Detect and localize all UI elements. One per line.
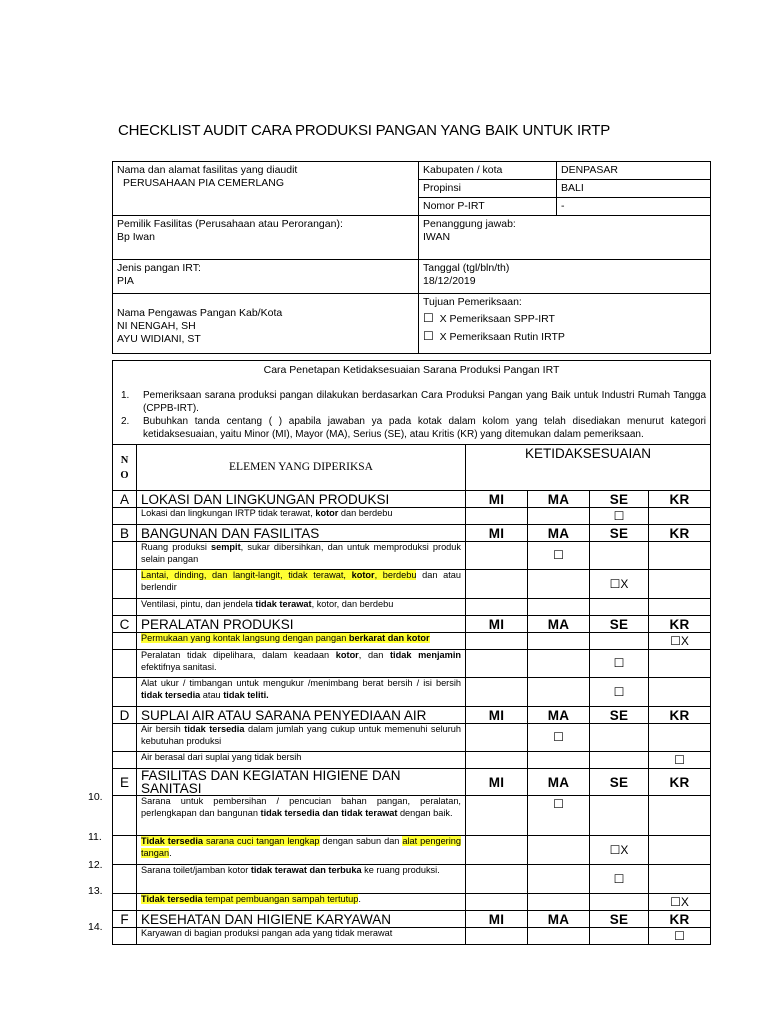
level-ma: MA (528, 769, 590, 796)
item-b3: Ventilasi, pintu, dan jendela tidak terawat, kotor, dan berdebu (137, 599, 466, 616)
no-header-1: N (120, 454, 129, 466)
tanggal-value: 18/12/2019 (423, 275, 476, 287)
checkbox-se[interactable]: ☐ (590, 678, 649, 707)
row-number-10: 10. (88, 791, 103, 803)
checkbox-icon[interactable]: ☐ (423, 311, 434, 325)
section-d-code: D (113, 707, 137, 724)
facility-value: PERUSAHAAN PIA CEMERLANG (123, 177, 285, 189)
owner-label: Pemilik Fasilitas (Perusahaan atau Perorangan): (117, 218, 343, 230)
facility-label: Nama dan alamat fasilitas yang diaudit (117, 164, 298, 176)
level-ma: MA (528, 911, 590, 928)
level-mi: MI (466, 525, 528, 542)
checkbox-icon[interactable]: ☐ (423, 329, 434, 343)
item-c3: Alat ukur / timbangan untuk mengukur /menimbang berat bersih / isi bersih tidak tersedia atau tidak teliti. (137, 678, 466, 707)
level-se: SE (590, 525, 649, 542)
section-c-title: PERALATAN PRODUKSI (137, 616, 466, 633)
jenis-value: PIA (117, 275, 134, 287)
checklist-table (112, 360, 711, 945)
item-d1: Air bersih tidak tersedia dalam jumlah yang cukup untuk memenuhi seluruh kebutuhan produksi (137, 724, 466, 752)
tanggal-label: Tanggal (tgl/bln/th) (423, 262, 510, 274)
level-ma: MA (528, 525, 590, 542)
checkbox-kr[interactable]: ☐ (649, 928, 711, 945)
section-b-code: B (113, 525, 137, 542)
owner-value: Bp Iwan (117, 231, 155, 243)
pengawas-1: NI NENGAH, SH (117, 320, 196, 332)
pj-label: Penanggung jawab: (423, 218, 516, 230)
jenis-cell (113, 260, 419, 294)
checkbox-se[interactable]: ☐ (590, 508, 649, 525)
section-e-title: FASILITAS DAN KEGIATAN HIGIENE DAN SANITASI (137, 769, 466, 796)
tujuan-spp-irt: X Pemeriksaan SPP-IRT (439, 313, 555, 325)
checkbox-kr[interactable]: ☐ (649, 752, 711, 769)
section-f-title: KESEHATAN DAN HIGIENE KARYAWAN (137, 911, 466, 928)
item-f1: Karyawan di bagian produksi pangan ada yang tidak merawat (137, 928, 466, 945)
level-ma: MA (528, 616, 590, 633)
level-mi: MI (466, 491, 528, 508)
checkbox-ma[interactable]: ☐ (528, 796, 590, 836)
row-number-11: 11. (88, 831, 102, 843)
level-kr: KR (649, 707, 711, 724)
level-kr: KR (649, 491, 711, 508)
propinsi-value: BALI (557, 180, 711, 198)
no-header-2: O (120, 469, 129, 481)
level-kr: KR (649, 911, 711, 928)
row-number-14: 14. (88, 921, 103, 933)
pj-value: IWAN (423, 231, 451, 243)
propinsi-label: Propinsi (419, 180, 557, 198)
method-num-1: 1. (121, 390, 130, 401)
level-mi: MI (466, 707, 528, 724)
level-se: SE (590, 491, 649, 508)
method-cell (113, 361, 711, 445)
owner-cell (113, 216, 419, 260)
level-mi: MI (466, 769, 528, 796)
item-b2: Lantai, dinding, dan langit-langit, tidak terawat, kotor, berdebu dan atau berlendir (137, 570, 466, 599)
jenis-label: Jenis pangan IRT: (117, 262, 201, 274)
tujuan-rutin-irtp: X Pemeriksaan Rutin IRTP (439, 331, 565, 343)
section-f-code: F (113, 911, 137, 928)
level-se: SE (590, 911, 649, 928)
level-kr: KR (649, 769, 711, 796)
item-c2: Peralatan tidak dipelihara, dalam keadaan kotor, dan tidak menjamin efektifnya sanitasi. (137, 650, 466, 678)
facility-info-table (112, 161, 711, 354)
level-kr: KR (649, 525, 711, 542)
item-d2: Air berasal dari suplai yang tidak bersih (137, 752, 466, 769)
level-se: SE (590, 616, 649, 633)
level-ma: MA (528, 707, 590, 724)
checkbox-se[interactable]: ☐ (590, 865, 649, 894)
item-e4: Tidak tersedia tempat pembuangan sampah tertutup. (137, 894, 466, 911)
item-c1: Permukaan yang kontak langsung dengan pangan berkarat dan kotor (137, 633, 466, 650)
row-number-13: 13. (88, 885, 103, 897)
section-a-code: A (113, 491, 137, 508)
section-c-code: C (113, 616, 137, 633)
checkbox-kr-checked[interactable]: ☐X (649, 633, 711, 650)
tujuan-cell (419, 294, 711, 354)
level-se: SE (590, 707, 649, 724)
item-e3: Sarana toilet/jamban kotor tidak terawat dan terbuka ke ruang produksi. (137, 865, 466, 894)
checkbox-kr-checked[interactable]: ☐X (649, 894, 711, 911)
ketidaksesuaian-header: KETIDAKSESUAIAN (466, 445, 711, 491)
kabupaten-value: DENPASAR (557, 162, 711, 180)
method-num-2: 2. (121, 416, 130, 427)
checkbox-se-checked[interactable]: ☐X (590, 570, 649, 599)
pirt-value: - (557, 198, 711, 216)
method-heading: Cara Penetapan Ketidaksesuaian Sarana Produksi Pangan IRT (263, 364, 560, 376)
level-ma: MA (528, 491, 590, 508)
no-header (113, 445, 137, 491)
checkbox-se-checked[interactable]: ☐X (590, 836, 649, 865)
checkbox-ma[interactable]: ☐ (528, 542, 590, 570)
method-point-2: Bubuhkan tanda centang ( ) apabila jawaban ya pada kotak dalam kolom yang telah disediakan menurut kategori ketidaksesuaian, yaitu Minor (MI), Mayor (MA), Serius (SE), atau Kritis (KR) yang ditemukan dalam pemeriksaan. (143, 416, 706, 440)
page-title: CHECKLIST AUDIT CARA PRODUKSI PANGAN YANG BAIK UNTUK IRTP (118, 122, 611, 139)
pengawas-2: AYU WIDIANI, ST (117, 333, 201, 345)
section-d-title: SUPLAI AIR ATAU SARANA PENYEDIAAN AIR (137, 707, 466, 724)
level-mi: MI (466, 616, 528, 633)
kabupaten-label: Kabupaten / kota (419, 162, 557, 180)
elemen-header: ELEMEN YANG DIPERIKSA (137, 445, 466, 491)
section-b-title: BANGUNAN DAN FASILITAS (137, 525, 466, 542)
level-mi: MI (466, 911, 528, 928)
pirt-label: Nomor P-IRT (419, 198, 557, 216)
pj-cell (419, 216, 711, 260)
tanggal-cell (419, 260, 711, 294)
pengawas-cell (113, 294, 419, 354)
level-se: SE (590, 769, 649, 796)
method-point-1: Pemeriksaan sarana produksi pangan dilakukan berdasarkan Cara Produksi Pangan yang Baik untuk Industri Rumah Tangga (CPPB-IRT). (143, 390, 706, 414)
checkbox-ma[interactable]: ☐ (528, 724, 590, 752)
section-e-code: E (113, 769, 137, 796)
row-number-12: 12. (88, 859, 103, 871)
section-a-title: LOKASI DAN LINGKUNGAN PRODUKSI (137, 491, 466, 508)
facility-cell (113, 162, 419, 216)
tujuan-label: Tujuan Pemeriksaan: (423, 296, 522, 308)
item-e1: Sarana untuk pembersihan / pencucian bahan pangan, peralatan, perlengkapan dan bangunan tidak tersedia dan tidak terawat dengan baik. (137, 796, 466, 836)
checkbox-se[interactable]: ☐ (590, 650, 649, 678)
level-kr: KR (649, 616, 711, 633)
item-a1: Lokasi dan lingkungan IRTP tidak terawat, kotor dan berdebu (137, 508, 466, 525)
item-e2: Tidak tersedia sarana cuci tangan lengkap dengan sabun dan alat pengering tangan. (137, 836, 466, 865)
item-b1: Ruang produksi sempit, sukar dibersihkan, dan untuk memproduksi produk selain pangan (137, 542, 466, 570)
pengawas-label: Nama Pengawas Pangan Kab/Kota (117, 307, 283, 319)
